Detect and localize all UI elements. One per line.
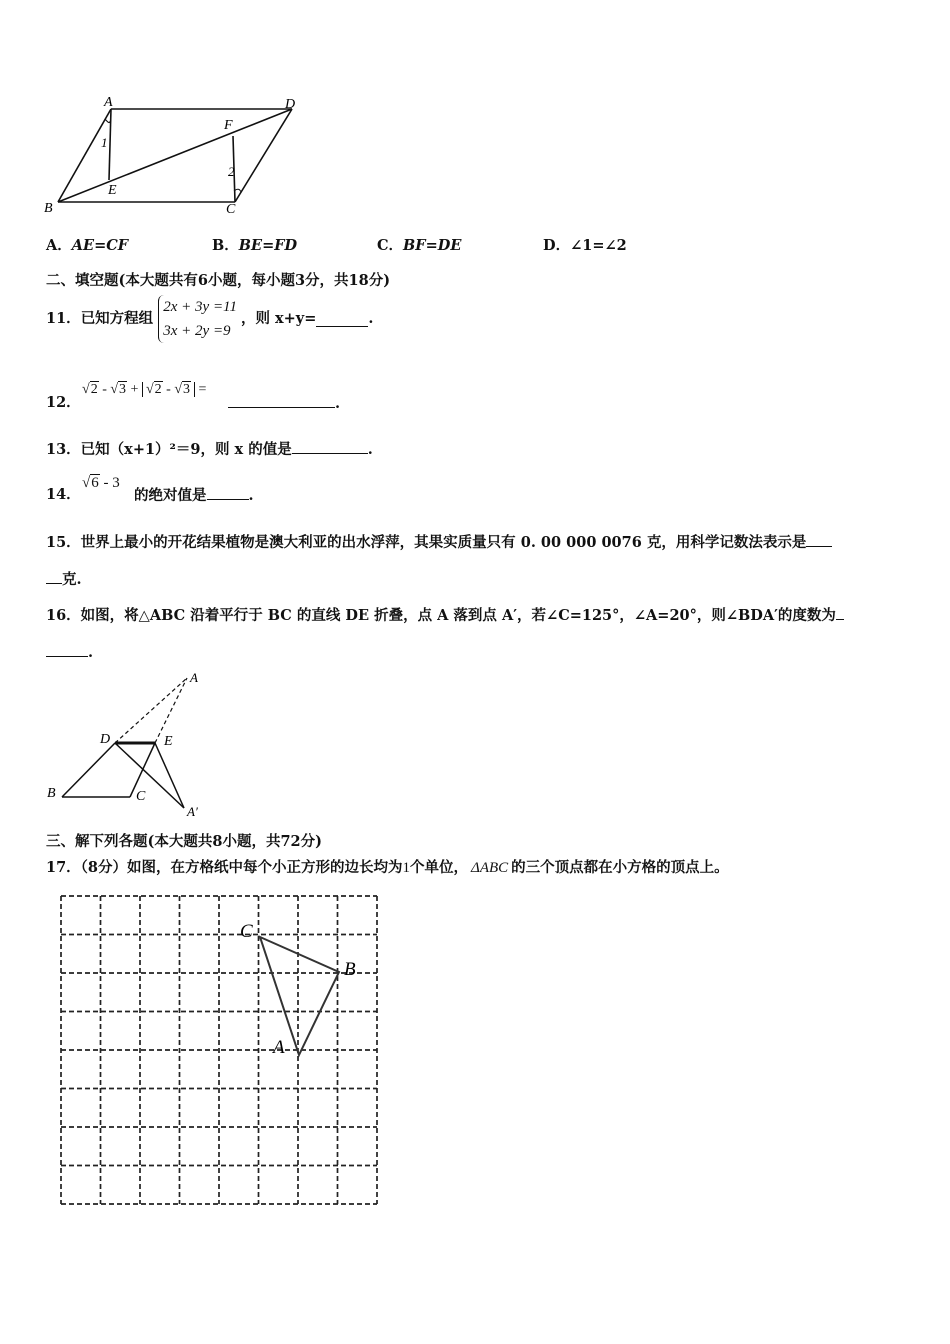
q12-op3: - — [162, 382, 175, 397]
q14-number: 14． — [46, 486, 81, 503]
segment-ae — [109, 109, 111, 180]
q12-radicand-d: 3 — [183, 382, 190, 397]
q11-equation-system — [158, 295, 237, 343]
label-a-prime: A′ — [187, 804, 198, 819]
q16-answer-blank-1 — [836, 605, 844, 620]
label-d: D — [285, 97, 296, 112]
label-c: C — [240, 921, 253, 942]
option-b-letter: B． — [212, 237, 239, 254]
section-3-heading: 三、解下列各题(本大题共8小题，共72分) — [46, 833, 322, 850]
q11-period: . — [368, 310, 374, 327]
angle-1-arc — [105, 119, 110, 123]
q12-answer-blank — [228, 393, 335, 408]
parallelogram-figure — [38, 95, 308, 220]
option-c-text: BF=DE — [403, 237, 462, 254]
label-b: B — [344, 959, 356, 980]
q11-text: 已知方程组 — [80, 310, 154, 327]
label-c: C — [136, 789, 146, 804]
q14-text: 的绝对值是 — [134, 487, 207, 504]
dashed-grid — [61, 896, 377, 1204]
option-c — [377, 236, 461, 256]
option-d-text: ∠1=∠2 — [570, 237, 627, 254]
option-d-letter: D． — [543, 237, 571, 254]
q13-period: . — [367, 441, 373, 458]
q16-text: 16．如图，将△ABC 沿着平行于 BC 的直线 DE 折叠，点 A 落到点 A′，若∠C=125°，∠A=20°，则∠BDA′的度数为 — [46, 607, 836, 624]
label-b: B — [44, 201, 53, 216]
segment-ea-prime — [155, 743, 184, 808]
q12-equals: = — [195, 382, 207, 397]
q17-text-post: 的三个顶点都在小方格的顶点上。 — [511, 859, 729, 876]
segment-da-prime — [115, 743, 184, 808]
q17-text-mid: 个单位， — [410, 859, 469, 876]
q12-op2: + — [127, 382, 142, 397]
question-16-line-1 — [46, 605, 844, 626]
option-a — [46, 236, 128, 256]
label-e: E — [108, 183, 117, 198]
side-bd — [62, 743, 115, 797]
option-d — [543, 236, 627, 256]
q11-equation-1: 2x + 3y =11 — [163, 299, 237, 315]
option-a-text: AE=CF — [71, 237, 129, 254]
option-a-letter: A． — [46, 237, 72, 254]
q12-period: . — [335, 395, 341, 412]
label-angle-2: 2 — [228, 164, 235, 179]
label-f: F — [224, 118, 233, 133]
q14-period: . — [248, 487, 254, 504]
q15-text: 15．世界上最小的开花结果植物是澳大利亚的出水浮萍，其果实质量只有 0. 00 000 0076 克，用科学记数法表示是 — [46, 534, 807, 551]
q12-radicand-c: 2 — [154, 382, 162, 397]
label-a: A — [190, 670, 198, 685]
question-17 — [46, 858, 729, 878]
label-angle-1: 1 — [101, 135, 108, 150]
q12-radicand-a: 2 — [90, 382, 98, 397]
q11-answer-blank — [316, 312, 368, 327]
option-b-text: BE=FD — [238, 237, 298, 254]
section-2-heading: 二、填空题(本大题共有6小题，每小题3分，共18分) — [46, 272, 391, 289]
q17-text-pre: 17．（8分）如图，在方格纸中每个小正方形的边长均为 — [46, 859, 403, 876]
question-13 — [46, 439, 373, 460]
q15-answer-blank-1 — [806, 532, 832, 547]
q12-radicand-b: 3 — [119, 382, 127, 397]
fold-figure — [40, 668, 220, 820]
q11-equation-2: 3x + 2y =9 — [163, 323, 231, 339]
q14-answer-blank — [207, 485, 249, 500]
q12-expression: √2 - √3 + √2 - √3 = — [82, 382, 207, 397]
diagonal-bd — [58, 109, 292, 202]
q14-minus-3: - 3 — [99, 475, 120, 491]
question-15-line-2 — [46, 569, 82, 590]
side-dc — [235, 109, 292, 202]
q13-answer-blank — [292, 439, 368, 454]
q15-answer-blank-2 — [46, 569, 62, 584]
q12-answer — [228, 393, 340, 414]
option-c-letter: C． — [377, 237, 404, 254]
q12-number: 12． — [46, 394, 81, 411]
label-b: B — [47, 786, 56, 801]
q12-absolute-value: √2 - √3 — [142, 382, 195, 397]
q15-unit: 克. — [62, 571, 82, 588]
side-ab — [58, 109, 111, 202]
label-a: A — [104, 95, 113, 110]
label-e: E — [164, 734, 173, 749]
q17-unit-length: 1 — [402, 860, 411, 876]
label-d: D — [100, 732, 111, 747]
q16-answer-blank-2 — [46, 642, 88, 657]
q16-period: . — [88, 644, 94, 661]
q13-text: 13．已知（x+1）²＝9，则 x 的值是 — [46, 441, 292, 458]
q11-answer-prompt: ，则 x+y= — [240, 310, 317, 327]
q12-op1: - — [98, 382, 111, 397]
q14-answer — [134, 485, 254, 506]
question-12 — [46, 393, 81, 413]
question-11 — [46, 295, 373, 343]
q17-triangle: ΔABC — [471, 860, 509, 876]
option-b — [212, 236, 297, 256]
dashed-da — [115, 678, 187, 743]
label-c: C — [226, 202, 236, 217]
question-16-line-2 — [46, 642, 93, 663]
q11-number: 11． — [46, 310, 81, 327]
triangle-abc — [260, 937, 339, 1055]
q14-expression: √6 - 3 — [82, 475, 120, 491]
q14-radicand: 6 — [91, 475, 99, 491]
label-a: A — [273, 1037, 285, 1058]
question-14 — [46, 485, 81, 505]
grid-figure — [55, 890, 387, 1220]
question-15-line-1 — [46, 532, 832, 553]
